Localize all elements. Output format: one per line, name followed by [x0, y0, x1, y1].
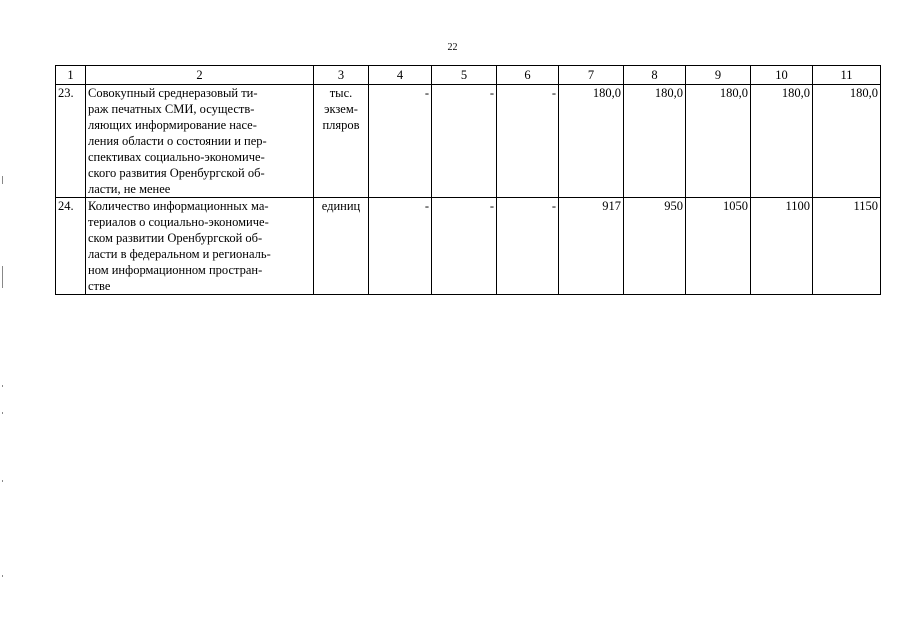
header-row	[56, 66, 881, 85]
scan-edge-mark	[2, 266, 3, 288]
value-cell: 917	[559, 198, 624, 295]
unit-line: единиц	[321, 199, 361, 213]
value-cell: 180,0	[686, 85, 751, 198]
description-line: Количество информационных ма-	[88, 199, 269, 213]
value-cell: 950	[624, 198, 686, 295]
value-cell: -	[369, 85, 432, 198]
description-line: териалов о социально-экономиче-	[88, 215, 269, 229]
value-cell: -	[497, 198, 559, 295]
column-header: 6	[497, 66, 559, 85]
unit-line: экзем-	[324, 102, 358, 116]
value-cell: 1100	[751, 198, 813, 295]
description-line: ласти в федеральном и региональ-	[88, 247, 271, 261]
row-number: 24.	[56, 198, 86, 295]
value-cell: 1150	[813, 198, 881, 295]
description-line: ления области о состоянии и пер-	[88, 134, 267, 148]
row-number: 23.	[56, 85, 86, 198]
column-header: 8	[624, 66, 686, 85]
unit-line: тыс.	[329, 86, 353, 100]
scan-edge-mark	[2, 385, 3, 387]
indicator-description	[86, 198, 314, 295]
value-cell: -	[432, 85, 497, 198]
value-cell: 180,0	[624, 85, 686, 198]
unit-cell	[314, 85, 369, 198]
column-header: 10	[751, 66, 813, 85]
indicator-description	[86, 85, 314, 198]
description-line: ласти, не менее	[88, 182, 171, 196]
description-line: ляющих информирование насе-	[88, 118, 257, 132]
column-header: 11	[813, 66, 881, 85]
value-cell: -	[432, 198, 497, 295]
value-cell: 180,0	[813, 85, 881, 198]
description-line: Совокупный среднеразовый ти-	[88, 86, 258, 100]
value-cell: 1050	[686, 198, 751, 295]
description-line: раж печатных СМИ, осуществ-	[88, 102, 255, 116]
scan-edge-mark	[2, 412, 3, 414]
table-row	[56, 198, 881, 295]
scan-edge-mark	[2, 480, 3, 482]
description-line: ского развития Оренбургской об-	[88, 166, 265, 180]
description-line: ском развитии Оренбургской об-	[88, 231, 263, 245]
unit-cell	[314, 198, 369, 295]
column-header: 3	[314, 66, 369, 85]
unit-line: пляров	[322, 118, 360, 132]
description-line: стве	[88, 279, 111, 293]
table-row	[56, 85, 881, 198]
scan-edge-mark	[2, 575, 3, 577]
description-line: спективах социально-экономиче-	[88, 150, 265, 164]
scan-edge-mark	[2, 176, 3, 184]
column-header: 7	[559, 66, 624, 85]
value-cell: -	[369, 198, 432, 295]
value-cell: 180,0	[559, 85, 624, 198]
column-header: 4	[369, 66, 432, 85]
value-cell: -	[497, 85, 559, 198]
description-line: ном информационном простран-	[88, 263, 263, 277]
column-header: 1	[56, 66, 86, 85]
value-cell: 180,0	[751, 85, 813, 198]
column-header: 9	[686, 66, 751, 85]
page-number: 22	[447, 42, 458, 53]
indicators-table	[55, 65, 881, 295]
column-header: 5	[432, 66, 497, 85]
column-header: 2	[86, 66, 314, 85]
